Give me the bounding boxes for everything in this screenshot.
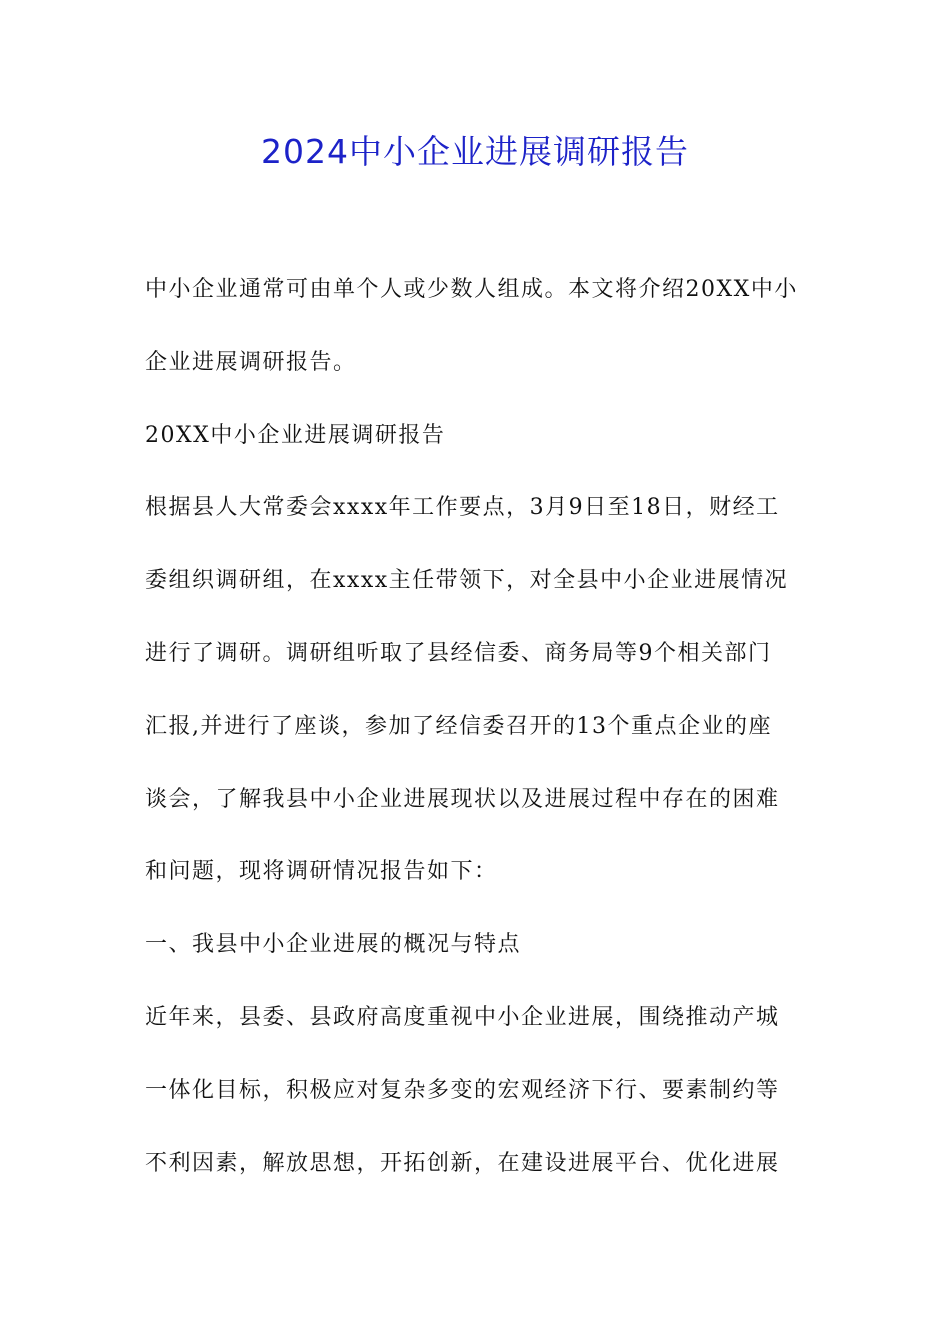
body-line: 一体化目标，积极应对复杂多变的宏观经济下行、要素制约等: [145, 1077, 780, 1103]
body-line: 近年来，县委、县政府高度重视中小企业进展，围绕推动产城: [145, 1004, 780, 1030]
section-heading: 20XX中小企业进展调研报告: [145, 422, 446, 448]
body-line: 谈会，了解我县中小企业进展现状以及进展过程中存在的困难: [145, 786, 780, 812]
document-title: 2024中小企业进展调研报告: [261, 132, 689, 171]
body-line: 中小企业通常可由单个人或少数人组成。本文将介绍20XX中小: [145, 277, 798, 302]
section-heading: 一、我县中小企业进展的概况与特点: [145, 932, 522, 958]
body-line: 企业进展调研报告。: [145, 349, 357, 375]
body-line: 汇报,并进行了座谈，参加了经信委召开的13个重点企业的座: [145, 713, 772, 739]
body-line: 不利因素，解放思想，开拓创新，在建设进展平台、优化进展: [145, 1150, 780, 1176]
body-line: 委组织调研组，在xxxx主任带领下，对全县中小企业进展情况: [145, 568, 789, 594]
body-line: 根据县人大常委会xxxx年工作要点，3月9日至18日，财经工: [145, 495, 780, 521]
body-line: 进行了调研。调研组听取了县经信委、商务局等9个相关部门: [145, 640, 772, 666]
body-line: 和问题，现将调研情况报告如下：: [145, 859, 498, 885]
document-body: [145, 254, 809, 1200]
